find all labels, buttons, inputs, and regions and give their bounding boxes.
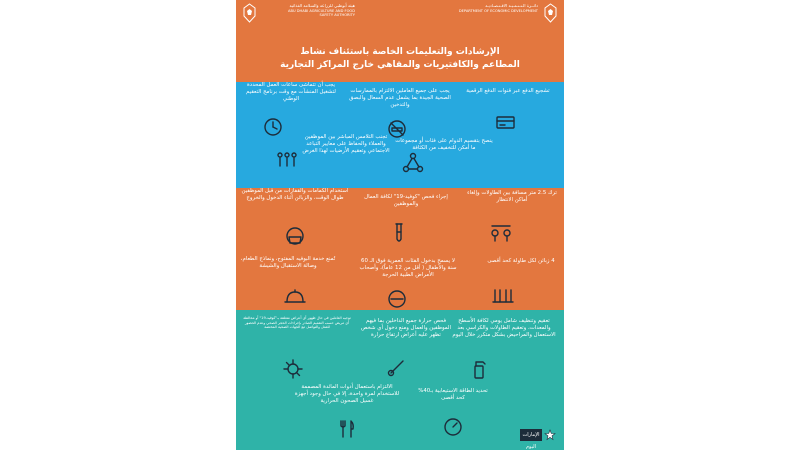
org-left (260, 4, 355, 18)
falcon-logo-right (542, 3, 559, 23)
tip-text: توجيه العاملين في حال ظهور أي أعراض متعلقة بـ"كوفيد-19" أو مخالطة أي مريض حسب التعميم الصادر بإجراءات الحجر الصحي وعدم الحضور للعمل والتواصل مع الجهات الصحية المختصة (243, 316, 351, 330)
tip-text: يجب على جميع العاملين الالتزام بالممارسات الصحية الجيدة بما يشمل عدم السعال والبصق والتدخين (349, 88, 451, 108)
spray-bottle-icon (468, 358, 490, 380)
no-entry-icon (386, 288, 408, 310)
credit-card-icon (495, 112, 517, 134)
falcon-logo-left (241, 3, 258, 23)
table-distance-icon (490, 222, 512, 244)
tip-text: إجراء فحص "كوفيد-19" لكافة العمال والموظفين (364, 194, 448, 207)
brand-logo (520, 428, 560, 450)
people-distance-icon (276, 150, 298, 172)
tip-text: لا يسمح بدخول الفئات العمرية فوق الـ 60 سنة والأطفال ( أقل من 12 عاماً)، وأصحاب الأمراض الطبية الحرجة (359, 258, 457, 278)
virus-icon (282, 358, 304, 380)
tip-text: ينصح بتقسيم الدوام على فئات أو مجموعات ما أمكن للتخفيف من الكثافة (395, 138, 493, 151)
tip-text: تجنب التلامس المباشر بين الموظفين والعملاء والحفاظ على معايير التباعد الاجتماعي وتعقيم الأرضيات لهذا الغرض (302, 134, 390, 154)
title-line-2: المطاعم والكافتيريات والمقاهي خارج المراكز التجارية (280, 60, 520, 70)
title-line-1: الإرشادات والتعليمات الخاصة باستئناف نشاط (300, 47, 500, 57)
tip-text: فحص حرارة جميع الداخلين بما فيهم الموظفين والعمال ومنع دخول أي شخص تظهر عليه أعراض ارتفاع حرارة (360, 318, 452, 338)
poster (236, 0, 564, 450)
star-icon (544, 429, 556, 441)
test-tube-icon (388, 222, 410, 244)
org-right-ar: دائــرة الـتـنـمـيـة الاقـتـصـاديـة (485, 3, 538, 8)
tip-text: يجب أن تتماشى ساعات العمل المحددة لتشغيل المنشآت مع وقت برنامج التعقيم الوطني (246, 82, 336, 102)
org-right-en: DEPARTMENT OF ECONOMIC DEVELOPMENT (458, 8, 538, 13)
tip-text: استخدام الكمامات والقفازات من قبل الموظفين طوال الوقت، والزبائن أثناء الدخول والخروج (241, 188, 349, 201)
org-left-ar: هيئة أبوظبي للزراعة والسلامة الغذائية (289, 3, 355, 8)
face-mask-icon (284, 226, 306, 248)
thermometer-icon (386, 356, 408, 378)
tip-text: ترك 2.5 متر مسافة بين الطاولات وإلغاء أماكن الانتظار (467, 190, 557, 203)
tip-text: تحديد الطاقة الاستيعابية بـ40% كحد أقصى (418, 388, 488, 401)
tip-text: 4 زبائن لكل طاولة كحد أقصى (487, 258, 555, 264)
cloche-icon (284, 286, 306, 308)
cutlery-icon (336, 418, 358, 440)
org-left-en-1: ABU DHABI AGRICULTURE AND FOOD (288, 8, 355, 13)
clock-icon (262, 116, 284, 138)
tip-text: الالتزام باستعمال أدوات المائدة المصممة للاستخدام لمرة واحدة، إلا في حال وجود أجهزة غسيل الصحون الحرارية (294, 384, 400, 404)
four-people-icon (492, 284, 514, 306)
header-band (236, 0, 564, 82)
page-title (236, 46, 564, 72)
tip-text: تعقيم وتنظيف شامل يومي لكافة الأسطح والمعدات، وتعقيم الطاولات والكراسي بعد الاستعمال والمراحيض بشكل متكرر خلال اليوم (452, 318, 556, 338)
group-network-icon (402, 152, 424, 174)
capacity-gauge-icon (442, 416, 464, 438)
org-right (426, 4, 538, 13)
brand-name: الإمارات اليوم (520, 429, 542, 441)
tip-text: تشجيع الدفع عبر قنوات الدفع الرقمية (466, 88, 550, 94)
tip-text: تُمنع خدمة البوفيه المفتوح، ونماذج الطعام، وصالة الاستقبال والشيشة (240, 256, 336, 269)
org-left-en-2: SAFETY AUTHORITY (319, 13, 355, 18)
